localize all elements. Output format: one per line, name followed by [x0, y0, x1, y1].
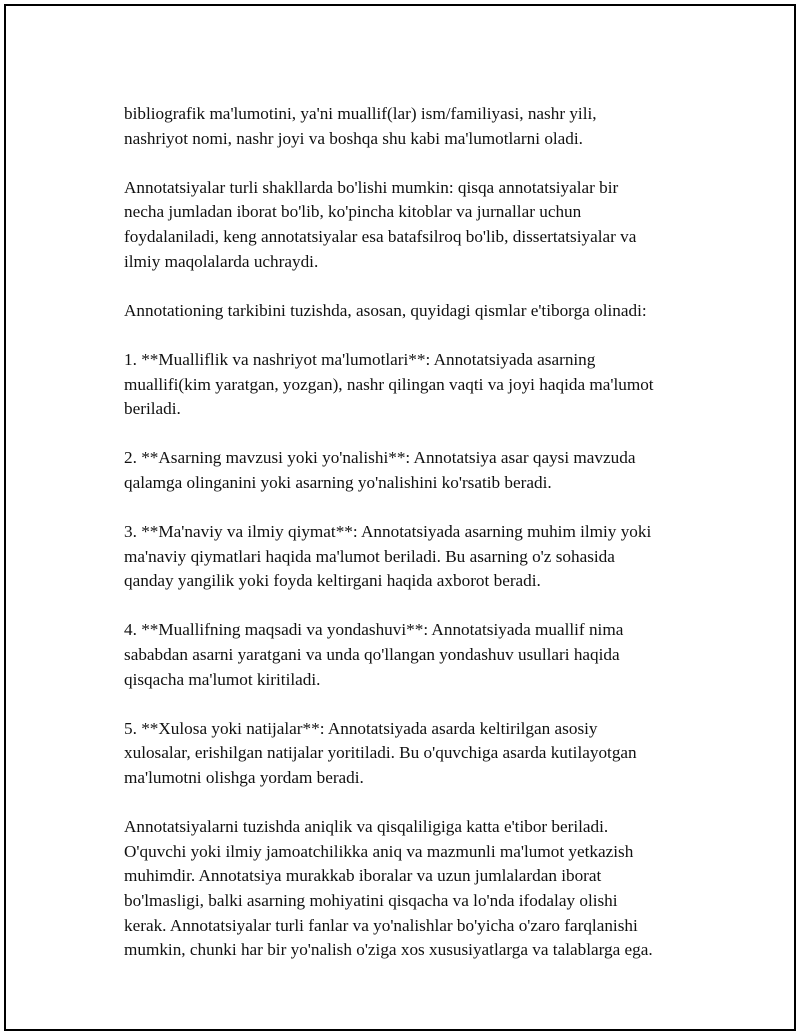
- text-line: nashriyot nomi, nashr joyi va boshqa shu kabi ma'lumotlarni oladi.: [124, 128, 583, 148]
- text-line: 1. **Mualliflik va nashriyot ma'lumotlari**: Annotatsiyada asarning: [124, 349, 596, 369]
- text-line: bo'lmasligi, balki asarning mohiyatini qisqacha va lo'nda ifodalay olishi: [124, 891, 618, 910]
- paragraph-p5: [124, 446, 714, 495]
- paragraph-p9: [124, 815, 714, 963]
- text-line: kerak. Annotatsiyalar turli fanlar va yo'nalishlar bo'yicha o'zaro farqlanishi: [124, 915, 638, 935]
- text-line: qalamga olinganini yoki asarning yo'nalishini ko'rsatib beradi.: [124, 472, 552, 492]
- text-line: Annotationing tarkibini tuzishda, asosan, quyidagi qismlar e'tiborga olinadi:: [124, 300, 647, 320]
- text-line: foydalaniladi, keng annotatsiyalar esa batafsilroq bo'lib, dissertatsiyalar va: [124, 226, 637, 246]
- text-line: ma'naviy qiymatlari haqida ma'lumot beriladi. Bu asarning o'z sohasida: [124, 546, 615, 566]
- text-line: xulosalar, erishilgan natijalar yoritiladi. Bu o'quvchiga asarda kutilayotgan: [124, 743, 637, 763]
- text-line: necha jumladan iborat bo'lib, ko'pincha kitoblar va jurnallar uchun: [124, 202, 582, 222]
- text-line: 4. **Muallifning maqsadi va yondashuvi**: Annotatsiyada muallif nima: [124, 620, 624, 640]
- text-line: Annotatsiyalar turli shakllarda bo'lishi mumkin: qisqa annotatsiyalar bir: [124, 177, 619, 197]
- paragraph-p6: [124, 520, 714, 594]
- text-line: 5. **Xulosa yoki natijalar**: Annotatsiyada asarda keltirilgan asosiy: [124, 718, 598, 738]
- paragraph-p4: [124, 348, 714, 422]
- text-line: O'quvchi yoki ilmiy jamoatchilikka aniq va mazmunli ma'lumot yetkazish: [124, 841, 634, 861]
- text-line: muallifi(kim yaratgan, yozgan), nashr qilingan vaqti va joyi haqida ma'lumot: [124, 374, 654, 394]
- text-line: ilmiy maqolalarda uchraydi.: [124, 251, 319, 271]
- paragraph-p1: [124, 102, 714, 151]
- text-line: beriladi.: [124, 399, 181, 419]
- text-line: mumkin, chunki har bir yo'nalish o'ziga xos xususiyatlarga va talablarga ega.: [124, 940, 653, 960]
- document-body: [124, 102, 714, 963]
- text-line: qanday yangilik yoki foyda keltirgani haqida axborot beradi.: [124, 571, 541, 591]
- text-line: bibliografik ma'lumotini, ya'ni muallif(lar) ism/familiyasi, nashr yili,: [124, 104, 597, 123]
- text-line: 2. **Asarning mavzusi yoki yo'nalishi**: Annotatsiya asar qaysi mavzuda: [124, 448, 636, 468]
- paragraph-p2: [124, 176, 714, 274]
- text-line: ma'lumotni olishga yordam beradi.: [124, 768, 364, 788]
- text-line: qisqacha ma'lumot kiritiladi.: [124, 669, 321, 689]
- text-line: Annotatsiyalarni tuzishda aniqlik va qisqaliligiga katta e'tibor beriladi.: [124, 817, 609, 837]
- text-line: muhimdir. Annotatsiya murakkab iboralar va uzun jumlalardan iborat: [124, 866, 602, 886]
- paragraph-p3: [124, 299, 714, 324]
- paragraph-p7: [124, 618, 714, 692]
- text-line: sababdan asarni yaratgani va unda qo'llangan yondashuv usullari haqida: [124, 645, 620, 665]
- paragraph-p8: [124, 717, 714, 791]
- text-line: 3. **Ma'naviy va ilmiy qiymat**: Annotatsiyada asarning muhim ilmiy yoki: [124, 522, 652, 542]
- page-frame: [4, 4, 796, 1031]
